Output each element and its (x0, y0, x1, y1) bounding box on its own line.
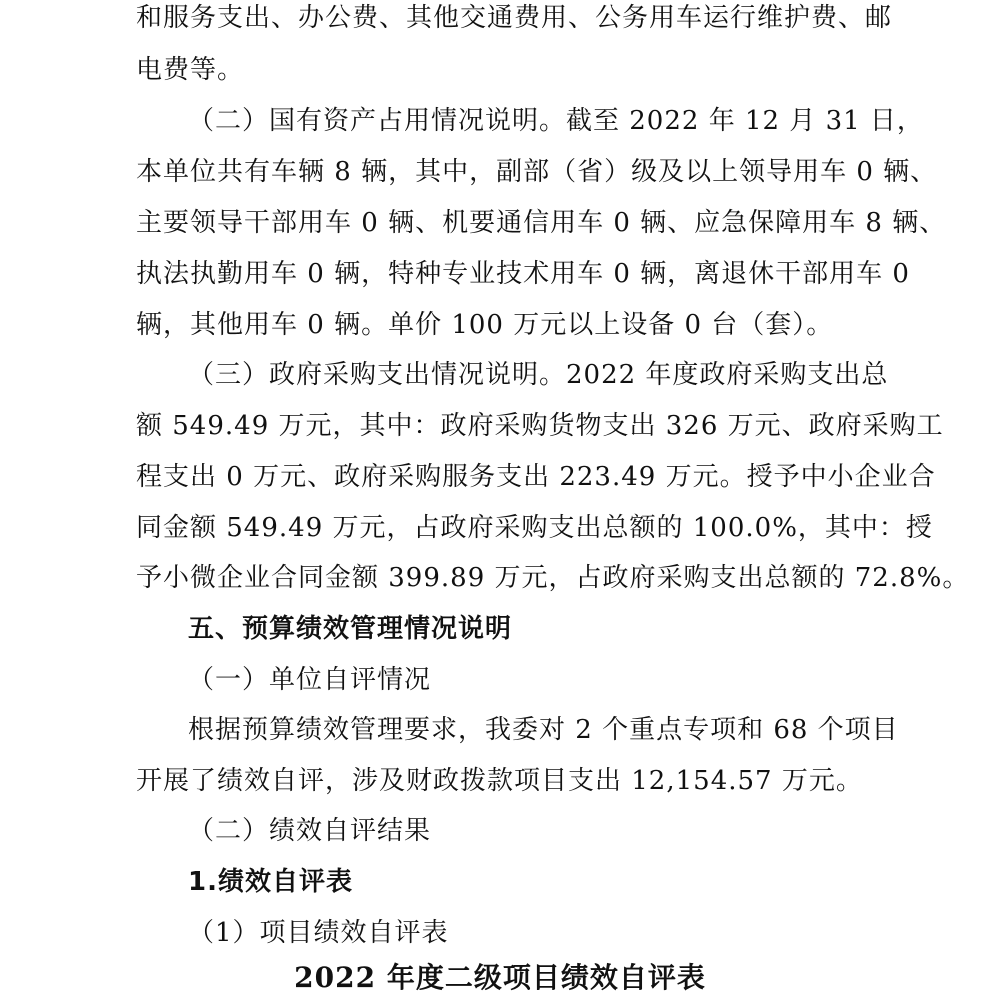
project-table-heading: （1）项目绩效自评表 (188, 918, 449, 948)
section-five-heading: 五、预算绩效管理情况说明 (188, 614, 513, 644)
paragraph-line: 本单位共有车辆 8 辆，其中，副部（省）级及以上领导用车 0 辆、 (136, 157, 938, 187)
subsection-results-heading: （二）绩效自评结果 (188, 816, 432, 846)
subsection-self-evaluation-heading: （一）单位自评情况 (188, 665, 432, 695)
paragraph-line: 电费等。 (136, 55, 245, 85)
paragraph-line: 同金额 549.49 万元，占政府采购支出总额的 100.0%，其中：授 (136, 513, 933, 543)
section-asset-heading-line: （二）国有资产占用情况说明。截至 2022 年 12 月 31 日， (188, 106, 924, 136)
table-title: 2022 年度二级项目绩效自评表 (294, 961, 706, 994)
paragraph-line: 开展了绩效自评，涉及财政拨款项目支出 12,154.57 万元。 (136, 766, 863, 796)
self-evaluation-table-heading: 1.绩效自评表 (188, 867, 353, 897)
paragraph-line: 主要领导干部用车 0 辆、机要通信用车 0 辆、应急保障用车 8 辆、 (136, 208, 947, 238)
paragraph-line: 额 549.49 万元，其中：政府采购货物支出 326 万元、政府采购工 (136, 411, 944, 441)
paragraph-line: 根据预算绩效管理要求，我委对 2 个重点专项和 68 个项目 (188, 715, 899, 745)
paragraph-line: 予小微企业合同金额 399.89 万元，占政府采购支出总额的 72.8%。 (136, 563, 970, 593)
paragraph-line: 执法执勤用车 0 辆，特种专业技术用车 0 辆，离退休干部用车 0 (136, 259, 910, 289)
paragraph-line: 和服务支出、办公费、其他交通费用、公务用车运行维护费、邮 (136, 3, 893, 33)
paragraph-line: 程支出 0 万元、政府采购服务支出 223.49 万元。授予中小企业合 (136, 462, 936, 492)
section-procurement-heading-line: （三）政府采购支出情况说明。2022 年度政府采购支出总 (188, 360, 889, 390)
paragraph-line: 辆，其他用车 0 辆。单价 100 万元以上设备 0 台（套）。 (136, 310, 834, 340)
